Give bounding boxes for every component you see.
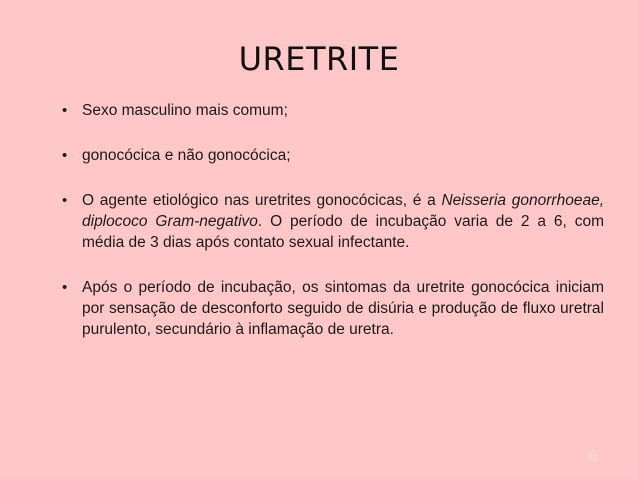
slide-number: 57	[587, 453, 598, 463]
bullet-item	[62, 190, 604, 253]
bullet-item	[62, 277, 604, 340]
bullet-list	[62, 100, 604, 364]
bullet-text: Após o período de incubação, os sintomas da uretrite gonocócica iniciam por sensação de desconforto seguido de disúria e produção de fluxo uretral purulento, secundário à inflamação de uretra.	[82, 279, 604, 338]
bullet-item	[62, 100, 604, 121]
bullet-dot-icon: •	[62, 192, 68, 209]
bullet-item	[62, 145, 604, 166]
bullet-dot-icon: •	[62, 279, 68, 296]
bullet-dot-icon: •	[62, 102, 68, 119]
slide-title: URETRITE	[238, 40, 400, 78]
species-name: Neisseria gonorrhoeae, diplococo Gram-negativo	[82, 192, 604, 230]
bullet-dot-icon: •	[62, 147, 68, 164]
bullet-text	[82, 192, 604, 251]
bullet-text: Sexo masculino mais comum;	[82, 102, 288, 119]
bullet-text-segment: . O período de incubação varia de 2 a 6, com média de 3 dias após contato sexual infectante.	[82, 213, 604, 251]
bullet-text: gonocócica e não gonocócica;	[82, 147, 291, 164]
bullet-text-segment: O agente etiológico nas uretrites gonocócicas, é a	[82, 192, 442, 209]
